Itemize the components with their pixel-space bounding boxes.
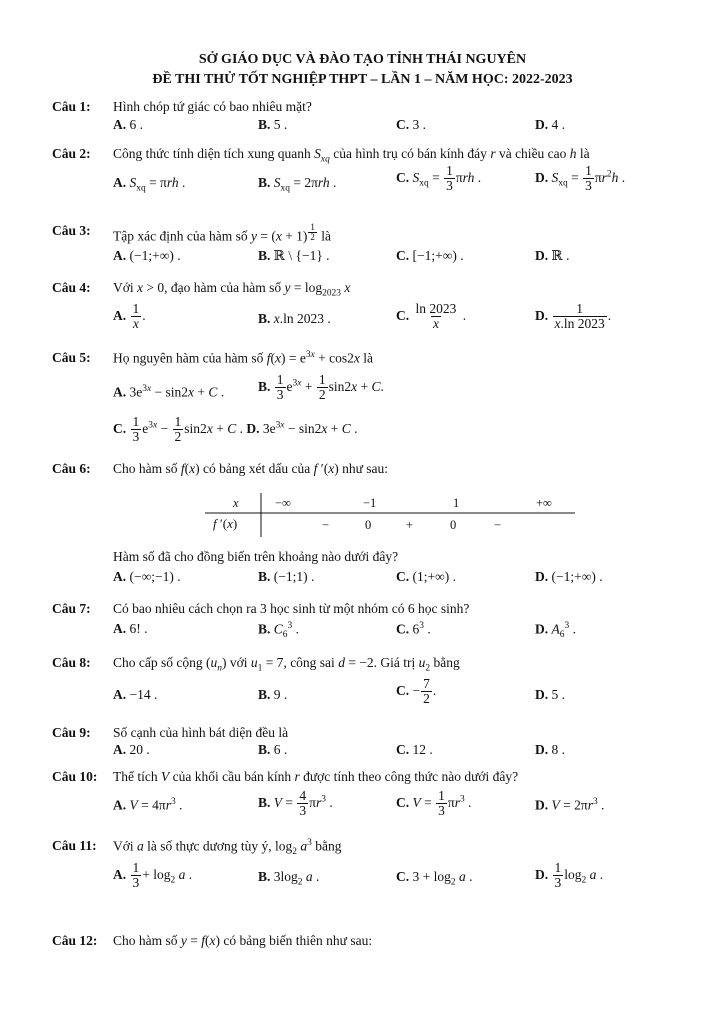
- option-d: D. 5 .: [535, 687, 565, 702]
- question-label: Câu 9:: [52, 725, 91, 740]
- table-x-one: 1: [453, 496, 460, 510]
- option-a: A. $S_{xq} = \pi rh$ .: [113, 175, 186, 194]
- option-c: C. $S_{xq}$ = $\frac{1}{3}$ πrh .: [396, 163, 482, 194]
- option-c: C. V = $\frac{1}{3}$ $\pi r^3$ .: [396, 788, 472, 819]
- question-text: Cho hàm số y = f(x) có bảng biến thiên như sau:: [113, 933, 373, 948]
- option-d: D. (−1;+∞) .: [535, 569, 603, 584]
- option-d: D. $\frac{1}{3}$ $\log_2 a$ .: [535, 860, 604, 891]
- option-a: A. 6 .: [113, 117, 143, 132]
- option-d: D. ℝ .: [535, 248, 570, 263]
- option-b: B. (−1;1) .: [258, 569, 315, 584]
- option-b: B. x.ln 2023 .: [258, 311, 331, 326]
- sign-table-lines: [205, 493, 575, 537]
- option-a: A. $3e^{3x} - \sin 2x + C$ .: [113, 384, 225, 400]
- question-text: Với a là số thực dương tùy ý, $\log_2 a^3$ bằng: [113, 838, 342, 858]
- option-a: A. (−1;+∞) .: [113, 248, 181, 263]
- option-b: B. 9 .: [258, 687, 288, 702]
- option-c: C. $\frac{\ln 2023}{x}$ .: [396, 301, 467, 332]
- question-label: Câu 7:: [52, 601, 91, 616]
- option-a: A. $\frac{1}{3}$ + $\log_2 a$ .: [113, 860, 193, 891]
- question-label: Câu 11:: [52, 838, 97, 853]
- question-text: Hình chóp tứ giác có bao nhiêu mặt?: [113, 99, 312, 114]
- option-c: C. [−1;+∞) .: [396, 248, 464, 263]
- table-x-minus-one: −1: [363, 496, 377, 510]
- question-label: Câu 5:: [52, 350, 91, 365]
- option-d: D. $V = 2\pi r^3$ .: [535, 797, 605, 813]
- option-d: D. 8 .: [535, 742, 565, 757]
- question-label: Câu 1:: [52, 99, 91, 114]
- question-text: Công thức tính diện tích xung quanh $S_{xq}$ của hình trụ có bán kính đáy r và chiều cao h là: [113, 146, 590, 165]
- question-text: Thể tích V của khối cầu bán kính r được tính theo công thức nào dưới đây?: [113, 769, 519, 784]
- question-text: Họ nguyên hàm của hàm số $f(x) = e^{3x} + \cos 2x$ là: [113, 350, 373, 366]
- option-c: C. $\frac{1}{3}$ $e^{3x}$ − $\frac{1}{2}$ sin2x + C . D. $3e^{3x} - \sin 2x + C$ .: [113, 414, 358, 445]
- option-a: A. 20 .: [113, 742, 150, 757]
- option-c: C. $6^3$ .: [396, 621, 431, 637]
- option-d: D. $\frac{1}{x.\ln 2023}$ .: [535, 301, 612, 332]
- option-a: A. 6! .: [113, 621, 148, 636]
- question-text: Với x > 0, đạo hàm của hàm số $y = \log_{2023} x$: [113, 280, 351, 299]
- option-d: D. $S_{xq}$ = $\frac{1}{3}$ $\pi r^2h$ .: [535, 163, 626, 194]
- option-c: C. (1;+∞) .: [396, 569, 456, 584]
- question-text: Số cạnh của hình bát diện đều là: [113, 725, 289, 740]
- question-text: Có bao nhiêu cách chọn ra 3 học sinh từ một nhóm có 6 học sinh?: [113, 601, 470, 616]
- table-x-pos-inf: +∞: [536, 496, 552, 510]
- option-b: B. $3\log_2$ a .: [258, 869, 320, 888]
- table-fprime-header: f ′(x): [213, 516, 238, 531]
- table-x-neg-inf: −∞: [275, 496, 291, 510]
- question-text: Cho hàm số f(x) có bảng xét dấu của f ′(x) như sau:: [113, 461, 389, 476]
- question-text: Hàm số đã cho đồng biến trên khoảng nào dưới đây?: [113, 549, 399, 564]
- question-label: Câu 10:: [52, 769, 98, 784]
- option-a: A. (−∞;−1) .: [113, 569, 181, 584]
- table-zero-2: 0: [450, 518, 457, 532]
- option-b: B. V = $\frac{4}{3}$ $\pi r^3$ .: [258, 788, 333, 819]
- table-sign-1: −: [322, 518, 330, 532]
- option-d: D. 4 .: [535, 117, 565, 132]
- option-c: C. 3 .: [396, 117, 426, 132]
- table-zero-1: 0: [365, 518, 372, 532]
- option-a: A. $V = 4\pi r^3$ .: [113, 797, 183, 813]
- sign-table: [205, 493, 575, 537]
- option-c: C. 12 .: [396, 742, 433, 757]
- option-c: C. $3 + \log_2 a$ .: [396, 869, 473, 888]
- option-b: B. 5 .: [258, 117, 288, 132]
- question-label: Câu 6:: [52, 461, 91, 476]
- option-b: B. ℝ \ {−1} .: [258, 248, 330, 263]
- table-x-header: x: [233, 496, 239, 510]
- question-label: Câu 2:: [52, 146, 91, 161]
- option-b: B. $S_{xq} = 2\pi rh$ .: [258, 175, 337, 194]
- header-line-1: SỞ GIÁO DỤC VÀ ĐÀO TẠO TỈNH THÁI NGUYÊN: [198, 52, 527, 67]
- table-sign-3: −: [494, 518, 502, 532]
- table-sign-2: +: [406, 518, 414, 532]
- option-b: B. $\frac{1}{3}$ $e^{3x}$ + $\frac{1}{2}$ sin2x + C.: [258, 372, 384, 403]
- question-label: Câu 3:: [52, 223, 91, 238]
- question-label: Câu 12:: [52, 933, 98, 948]
- question-text: Cho cấp số cộng $(u_n)$ với $u_1 = 7$, công sai d = −2. Giá trị $u_2$ bằng: [113, 655, 460, 674]
- question-label: Câu 8:: [52, 655, 91, 670]
- option-b: B. $C_6^3$ .: [258, 621, 299, 641]
- question-text: Tập xác định của hàm số y = (x + 1) $^{\frac{1}{2}}$ là: [113, 222, 332, 244]
- option-d: D. $A_6^3$ .: [535, 621, 576, 641]
- option-a: A. $\frac{1}{x}$ .: [113, 301, 146, 332]
- question-label: Câu 4:: [52, 280, 91, 295]
- option-a: A. −14 .: [113, 687, 158, 702]
- header-line-2: ĐỀ THI THỬ TỐT NGHIỆP THPT – LẦN 1 – NĂM HỌC: 2022-2023: [152, 72, 573, 87]
- option-b: B. 6 .: [258, 742, 288, 757]
- option-c: C. − $\frac{7}{2}$ .: [396, 676, 437, 707]
